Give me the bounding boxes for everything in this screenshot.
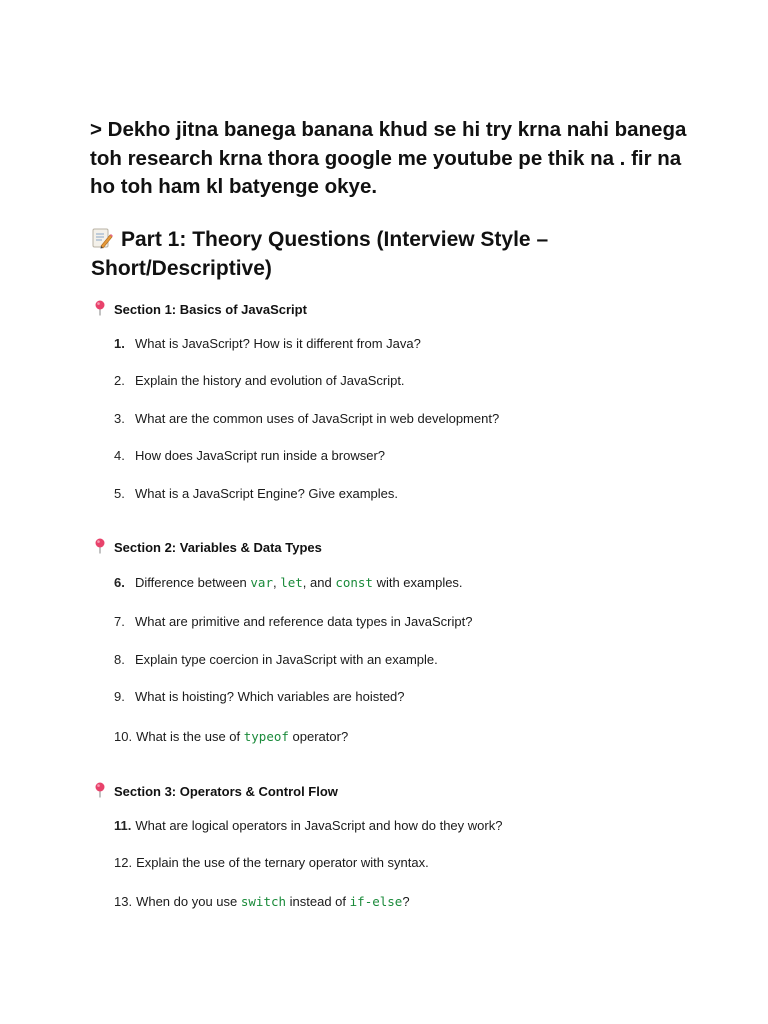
pin-icon	[94, 538, 106, 554]
pin-icon	[94, 782, 106, 798]
question-8	[114, 651, 438, 669]
section-2-title: Section 2: Variables & Data Types	[114, 540, 322, 555]
part1-title: Part 1: Theory Questions (Interview Style – Short/Descriptive)	[91, 228, 549, 280]
question-number: 12.	[114, 855, 133, 870]
question-number: 2.	[114, 373, 125, 388]
question-text: How does JavaScript run inside a browser?	[135, 448, 386, 463]
part1-heading	[91, 226, 651, 283]
section-3-title: Section 3: Operators & Control Flow	[114, 784, 338, 799]
question-text: What is a JavaScript Engine? Give examples.	[135, 486, 399, 501]
section-3-heading	[94, 782, 338, 801]
question-12	[114, 854, 429, 872]
question-2	[114, 372, 405, 390]
question-10	[114, 728, 348, 746]
question-text-part: , and	[302, 575, 336, 590]
code-typeof: typeof	[243, 729, 289, 744]
question-text: Explain type coercion in JavaScript with an example.	[135, 652, 438, 667]
question-7	[114, 613, 472, 631]
memo-icon	[91, 227, 113, 249]
question-text-part: When do you use	[136, 894, 241, 909]
question-11	[114, 817, 502, 835]
question-number: 4.	[114, 448, 125, 463]
question-number: 8.	[114, 652, 125, 667]
question-number: 11.	[114, 818, 132, 833]
question-number: 13.	[114, 894, 133, 909]
question-4	[114, 447, 385, 465]
question-number: 5.	[114, 486, 125, 501]
question-text-part: ,	[272, 575, 281, 590]
question-text-part: ?	[402, 894, 410, 909]
intro-paragraph: > Dekho jitna banega banana khud se hi try krna nahi banega toh research krna thora google me youtube pe thik na . fir na ho toh ham kl batyenge okye.	[90, 118, 687, 198]
question-6	[114, 574, 463, 592]
pin-icon	[94, 300, 106, 316]
question-text-part: Difference between	[135, 575, 251, 590]
code-if-else: if-else	[349, 894, 403, 909]
question-1	[114, 335, 421, 353]
question-text: What is JavaScript? How is it different from Java?	[135, 336, 421, 351]
question-text-part: instead of	[286, 894, 350, 909]
question-text: What are logical operators in JavaScript and how do they work?	[135, 818, 503, 833]
question-9	[114, 688, 405, 706]
section-1-heading	[94, 300, 307, 319]
question-5	[114, 485, 398, 503]
question-text-part: with examples.	[372, 575, 463, 590]
code-switch: switch	[240, 894, 287, 909]
code-const: const	[335, 575, 373, 590]
question-text: Explain the use of the ternary operator with syntax.	[136, 855, 429, 870]
question-text-part: operator?	[288, 729, 349, 744]
question-text: What are the common uses of JavaScript in web development?	[135, 411, 500, 426]
question-number: 9.	[114, 689, 125, 704]
question-number: 6.	[114, 575, 125, 590]
question-13	[114, 893, 410, 911]
question-text: What is hoisting? Which variables are hoisted?	[135, 689, 405, 704]
question-text-part: What is the use of	[136, 729, 244, 744]
question-number: 1.	[114, 336, 125, 351]
code-let: let	[280, 575, 303, 590]
question-text: What are primitive and reference data types in JavaScript?	[135, 614, 473, 629]
section-2-heading	[94, 538, 322, 557]
question-number: 3.	[114, 411, 125, 426]
section-1-title: Section 1: Basics of JavaScript	[114, 302, 307, 317]
question-number: 10.	[114, 729, 133, 744]
question-3	[114, 410, 499, 428]
question-number: 7.	[114, 614, 125, 629]
question-text: Explain the history and evolution of JavaScript.	[135, 373, 405, 388]
code-var: var	[250, 575, 273, 590]
